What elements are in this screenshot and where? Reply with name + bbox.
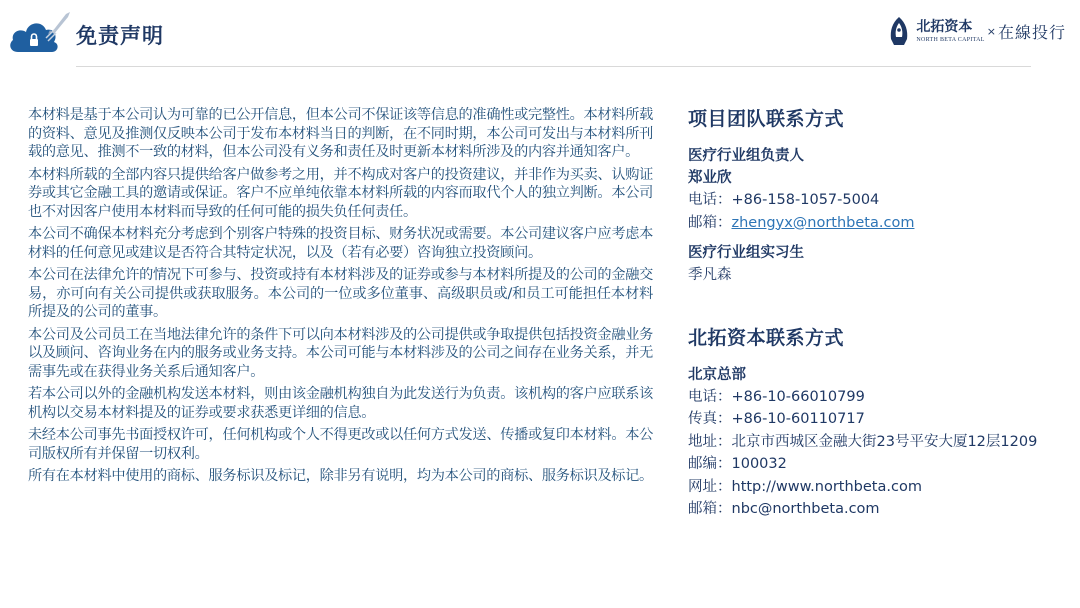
lead-phone: 电话：+86-158-1057-5004 xyxy=(688,192,880,208)
page-title: 免责声明 xyxy=(76,24,164,48)
lead-email-row xyxy=(688,212,1068,235)
lead-name: 郑业欣 xyxy=(688,170,732,186)
lead-email-link[interactable]: zhengyx@northbeta.com xyxy=(731,214,915,231)
page-header xyxy=(0,0,1080,70)
intern-role: 医疗行业组实习生 xyxy=(688,245,804,261)
brand-separator: × xyxy=(986,24,996,38)
company-fax: 传真：+86-10-60110717 xyxy=(688,411,865,427)
contact-panel xyxy=(688,104,1068,521)
brand-logo xyxy=(886,14,1066,48)
north-beta-emblem-icon xyxy=(886,15,912,47)
team-contact-title: 项目团队联系方式 xyxy=(688,108,845,130)
lead-email-label: 邮箱： xyxy=(688,214,732,231)
disclaimer-paragraph: 若本公司以外的金融机构发送本材料，则由该金融机构独自为此发送行为负责。该机构的客户应联系该机构以交易本材料提及的证券或要求获悉更详细的信息。 xyxy=(28,386,653,421)
disclaimer-paragraph: 所有在本材料中使用的商标、服务标识及标记，除非另有说明，均为本公司的商标、服务标识及标记。 xyxy=(28,468,653,484)
disclaimer-paragraph: 本材料是基于本公司认为可靠的已公开信息，但本公司不保证该等信息的准确性或完整性。本材料所载的资料、意见及推测仅反映本公司于发布本材料当日的判断，在不同时期，本公司可发出与本材料所刊载的意见、推测不一致的材料，但本公司没有义务和责任及时更新本材料所涉及的内容并通知客户。 xyxy=(28,107,653,160)
disclaimer-body xyxy=(28,106,653,490)
disclaimer-paragraph: 本公司在法律允许的情况下可参与、投资或持有本材料涉及的证券或参与本材料所提及的公司的金融交易，亦可向有关公司提供或获取服务。本公司的一位或多位董事、高级职员或/和员工可能担任本材料所提及的公司的董事。 xyxy=(28,267,653,320)
company-website[interactable]: 网址：http://www.northbeta.com xyxy=(688,478,922,495)
lead-role: 医疗行业组负责人 xyxy=(688,148,804,164)
brand-name-cn: 北拓资本 xyxy=(916,18,973,35)
office-name: 北京总部 xyxy=(688,366,746,383)
disclaimer-paragraph: 本公司及公司员工在当地法律允许的条件下可以向本材料涉及的公司提供或争取提供包括投资金融业务以及顾问、咨询业务在内的服务或业务支持。本公司可能与本材料涉及的公司之间存在业务关系，并无需事先或在获得业务关系后通知客户。 xyxy=(28,326,653,380)
header-divider xyxy=(76,66,1031,67)
company-email[interactable]: 邮箱：nbc@northbeta.com xyxy=(688,501,880,517)
cloud-lock-rocket-icon xyxy=(8,8,74,56)
company-phone: 电话：+86-10-66010799 xyxy=(688,388,865,405)
disclaimer-paragraph: 本材料所载的全部内容只提供给客户做参考之用，并不构成对客户的投资建议，并非作为买卖、认购证券或其它金融工具的邀请或保证。客户不应单纯依靠本材料所载的内容而取代个人的独立判断。本公司也不对因客户使用本材料而导致的任何可能的损失负任何责任。 xyxy=(28,166,653,220)
partner-name: 在線投行 xyxy=(997,22,1066,42)
intern-name: 季凡森 xyxy=(688,267,732,283)
company-postcode: 邮编：100032 xyxy=(688,456,787,472)
brand-name-en: NORTH BETA CAPITAL xyxy=(916,36,985,43)
disclaimer-paragraph: 未经本公司事先书面授权许可，任何机构或个人不得更改或以任何方式发送、传播或复印本材料。本公司版权所有并保留一切权利。 xyxy=(28,427,653,462)
company-address: 地址：北京市西城区金融大街23号平安大厦12层1209 xyxy=(688,433,1038,450)
disclaimer-paragraph: 本公司不确保本材料充分考虑到个别客户特殊的投资目标、财务状况或需要。本公司建议客户应考虑本材料的任何意见或建议是否符合其特定状况，以及（若有必要）咨询独立投资顾问。 xyxy=(28,226,653,261)
company-contact-title: 北拓资本联系方式 xyxy=(688,326,845,349)
